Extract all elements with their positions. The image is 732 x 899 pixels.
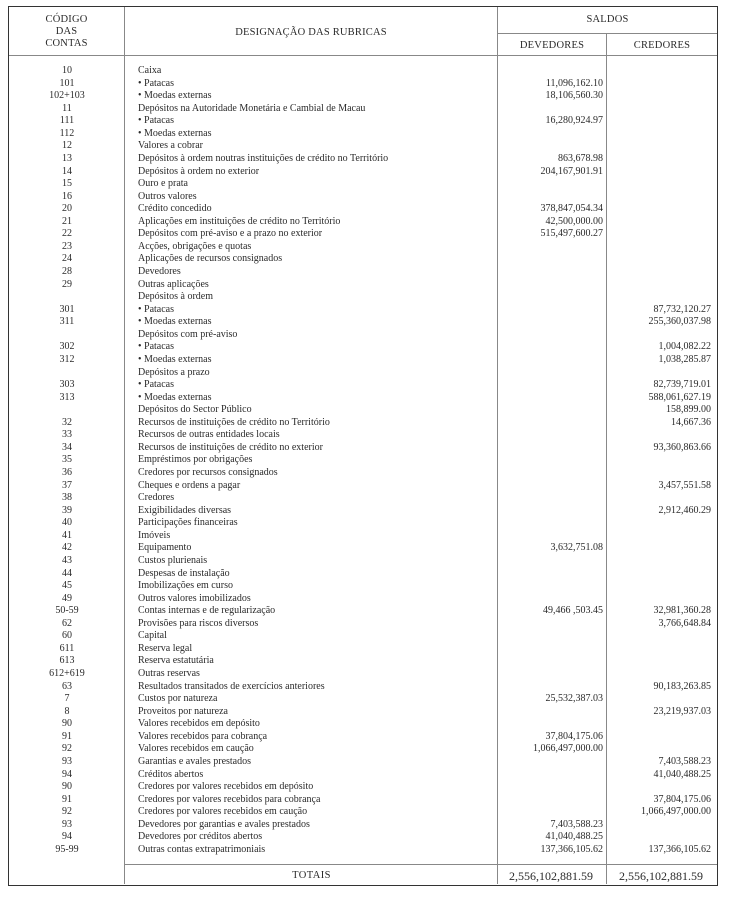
table-row [9, 806, 717, 819]
table-row [9, 392, 717, 405]
account-designation: Aplicações em instituições de crédito no Território [138, 215, 341, 227]
table-row [9, 128, 717, 141]
table-row [9, 367, 717, 380]
table-row [9, 655, 717, 668]
debit-balance: 204,167,901.91 [540, 165, 603, 177]
account-code: 311 [59, 316, 75, 328]
account-designation: Devedores por créditos abertos [138, 831, 263, 843]
table-row [9, 756, 717, 769]
account-code: 22 [62, 228, 72, 240]
account-designation: Recursos de outras entidades locais [138, 429, 280, 441]
account-code: 101 [59, 77, 75, 89]
header-code-line1: CÓDIGO [45, 14, 88, 25]
table-row [9, 819, 717, 832]
table-row [9, 191, 717, 204]
table-row [9, 769, 717, 782]
account-code: 29 [62, 278, 72, 290]
account-code: 20 [62, 203, 72, 215]
debit-balance: 137,366,105.62 [540, 843, 603, 855]
account-designation: Crédito concedido [138, 203, 212, 215]
account-designation: • Patacas [138, 77, 174, 89]
table-row [9, 542, 717, 555]
table-row [9, 781, 717, 794]
account-code: 91 [62, 793, 72, 805]
account-designation: Valores recebidos em caução [138, 743, 254, 755]
account-designation: Contas internas e de regularização [138, 605, 276, 617]
account-designation: Aplicações de recursos consignados [138, 253, 283, 265]
account-designation: Cheques e ordens a pagar [138, 479, 241, 491]
credit-balance: 1,038,285.87 [658, 353, 711, 365]
totals-top-divider [125, 864, 717, 865]
account-designation: Valores a cobrar [138, 140, 203, 152]
account-designation: Depósitos a prazo [138, 366, 210, 378]
table-row [9, 354, 717, 367]
account-code: 50-59 [55, 605, 79, 617]
credit-balance: 32,981,360.28 [653, 605, 711, 617]
table-row [9, 454, 717, 467]
table-row [9, 618, 717, 631]
table-row [9, 555, 717, 568]
account-designation: Credores por valores recebidos em depósito [138, 781, 314, 793]
totals-label: TOTAIS [292, 870, 331, 881]
account-designation: Credores por valores recebidos para cobrança [138, 793, 321, 805]
account-designation: Exigibilidades diversas [138, 504, 232, 516]
account-designation: Credores por valores recebidos em caução [138, 806, 308, 818]
table-row [9, 706, 717, 719]
debit-balance: 7,403,588.23 [550, 818, 603, 830]
account-designation: Valores recebidos para cobrança [138, 730, 268, 742]
credit-balance: 3,766,648.84 [658, 617, 711, 629]
account-code: 41 [62, 529, 72, 541]
table-row [9, 341, 717, 354]
account-code: 21 [62, 215, 72, 227]
table-row [9, 718, 717, 731]
table-row [9, 266, 717, 279]
account-designation: Outros valores imobilizados [138, 592, 251, 604]
account-code: 93 [62, 755, 72, 767]
account-code: 23 [62, 240, 72, 252]
account-code: 37 [62, 479, 72, 491]
account-designation: Caixa [138, 65, 162, 76]
account-designation: Resultados transitados de exercícios anteriores [138, 680, 325, 692]
credit-balance: 2,912,460.29 [658, 504, 711, 516]
account-code: 35 [62, 454, 72, 466]
table-row [9, 530, 717, 543]
account-code: 611 [59, 642, 75, 654]
table-row [9, 429, 717, 442]
table-row [9, 681, 717, 694]
totals-credit: 2,556,102,881.59 [619, 869, 703, 883]
table-row [9, 794, 717, 807]
table-row [9, 115, 717, 128]
table-row [9, 593, 717, 606]
table-row [9, 90, 717, 103]
account-designation: Créditos abertos [138, 768, 204, 780]
account-designation: • Moedas externas [138, 353, 212, 365]
account-code: 94 [62, 831, 72, 843]
debit-balance: 41,040,488.25 [545, 831, 603, 843]
header-code-line3: CONTAS [45, 38, 88, 49]
account-code: 24 [62, 253, 72, 265]
account-designation: Reserva estatutária [138, 655, 214, 667]
debit-balance: 25,532,387.03 [545, 693, 603, 705]
account-designation: • Moedas externas [138, 391, 212, 403]
account-code: 49 [62, 592, 72, 604]
credit-balance: 90,183,263.85 [653, 680, 711, 692]
account-code: 60 [62, 630, 72, 642]
debit-balance: 37,804,175.06 [545, 730, 603, 742]
debit-balance: 18,106,560.30 [545, 90, 603, 102]
header-bottom-divider [9, 55, 717, 56]
totals-row [9, 866, 717, 886]
credit-balance: 37,804,175.06 [653, 793, 711, 805]
credit-balance: 23,219,937.03 [653, 705, 711, 717]
account-designation: Depósitos à ordem noutras instituições de crédito no Território [138, 152, 389, 164]
account-designation: Devedores por garantias e avales prestados [138, 818, 310, 830]
table-row [9, 480, 717, 493]
table-row [9, 291, 717, 304]
account-designation: Outras contas extrapatrimoniais [138, 843, 266, 855]
credit-balance: 1,066,497,000.00 [641, 806, 711, 818]
saldos-subheader-divider [498, 33, 717, 34]
account-designation: Depósitos à ordem no exterior [138, 165, 260, 177]
account-code: 302 [59, 341, 75, 353]
table-row [9, 517, 717, 530]
account-designation: Imóveis [138, 529, 171, 541]
table-row [9, 178, 717, 191]
table-row [9, 216, 717, 229]
debit-balance: 11,096,162.10 [545, 77, 603, 89]
account-code: 16 [62, 190, 72, 202]
account-designation: • Patacas [138, 303, 174, 315]
table-row [9, 153, 717, 166]
account-designation: Garantias e avales prestados [138, 755, 252, 767]
header-credit: CREDORES [633, 40, 691, 51]
header-debit: DEVEDORES [519, 40, 585, 51]
account-designation: Devedores [138, 266, 181, 277]
account-code: 313 [59, 391, 75, 403]
debit-balance: 515,497,600.27 [540, 228, 603, 240]
table-row [9, 492, 717, 505]
header-balances: SALDOS [586, 14, 629, 25]
account-designation: Empréstimos por obrigações [138, 454, 253, 466]
credit-balance: 158,899.00 [666, 404, 711, 416]
credit-balance: 41,040,488.25 [653, 768, 711, 780]
table-row [9, 630, 717, 643]
balance-sheet-table [8, 6, 718, 886]
table-row [9, 467, 717, 480]
account-code: 312 [59, 353, 75, 365]
account-designation: Depósitos do Sector Público [138, 404, 252, 416]
credit-balance: 1,004,082.22 [658, 341, 711, 353]
table-row [9, 103, 717, 116]
account-code: 95-99 [55, 843, 79, 855]
table-row [9, 65, 717, 78]
table-row [9, 743, 717, 756]
table-row [9, 417, 717, 430]
account-code: 11 [62, 102, 72, 114]
account-designation: Participações financeiras [138, 517, 238, 529]
table-row [9, 580, 717, 593]
account-code: 38 [62, 492, 72, 504]
account-code: 613 [59, 655, 75, 667]
account-designation: Ouro e prata [138, 178, 188, 190]
debit-balance: 863,678.98 [558, 152, 603, 164]
table-row [9, 304, 717, 317]
account-code: 94 [62, 768, 72, 780]
account-designation: Outros valores [138, 190, 197, 202]
account-designation: Despesas de instalação [138, 567, 230, 579]
debit-balance: 42,500,000.00 [545, 215, 603, 227]
account-designation: Recursos de instituições de crédito no exterior [138, 441, 323, 453]
credit-balance: 87,732,120.27 [653, 303, 711, 315]
account-designation: Valores recebidos em depósito [138, 718, 260, 730]
account-code: 8 [64, 705, 70, 717]
account-designation: • Patacas [138, 379, 174, 391]
account-code: 90 [62, 718, 72, 730]
account-designation: • Patacas [138, 115, 174, 127]
header-account-code [9, 14, 124, 50]
account-code: 112 [59, 127, 75, 139]
table-row [9, 329, 717, 342]
table-row [9, 693, 717, 706]
credit-balance: 93,360,863.66 [653, 441, 711, 453]
table-row [9, 505, 717, 518]
debit-balance: 378,847,054.34 [540, 203, 603, 215]
account-designation: Provisões para riscos diversos [138, 617, 259, 629]
credit-balance: 3,457,551.58 [658, 479, 711, 491]
table-row [9, 379, 717, 392]
account-code: 111 [59, 115, 75, 127]
account-code: 36 [62, 467, 72, 478]
account-designation: • Moedas externas [138, 90, 212, 102]
table-row [9, 831, 717, 844]
account-code: 34 [62, 441, 72, 453]
account-code: 612+619 [49, 668, 85, 679]
account-code: 63 [62, 680, 72, 692]
account-code: 7 [64, 693, 70, 705]
table-row [9, 442, 717, 455]
account-designation: Credores por recursos consignados [138, 467, 278, 478]
account-designation: Acções, obrigações e quotas [138, 240, 252, 252]
account-code: 45 [62, 580, 72, 592]
account-designation: Custos plurienais [138, 554, 208, 566]
account-designation: Depósitos com pré-aviso [138, 328, 238, 340]
table-row [9, 316, 717, 329]
account-code: 13 [62, 152, 72, 164]
table-row [9, 605, 717, 618]
account-code: 43 [62, 554, 72, 566]
credit-balance: 14,667.36 [671, 416, 711, 428]
totals-debit: 2,556,102,881.59 [509, 869, 593, 883]
account-designation: Imobilizações em curso [138, 580, 233, 592]
account-code: 301 [59, 303, 75, 315]
account-code: 102+103 [49, 90, 85, 102]
table-row [9, 140, 717, 153]
account-designation: Outras reservas [138, 668, 200, 679]
credit-balance: 255,360,037.98 [648, 316, 711, 328]
account-code: 39 [62, 504, 72, 516]
account-code: 93 [62, 818, 72, 830]
credit-balance: 588,061,627.19 [648, 391, 711, 403]
table-row [9, 643, 717, 656]
debit-balance: 3,632,751.08 [550, 542, 603, 554]
account-designation: Outras aplicações [138, 278, 209, 290]
header-code-line2: DAS [55, 26, 78, 37]
credit-balance: 82,739,719.01 [653, 379, 711, 391]
table-row [9, 668, 717, 681]
table-row [9, 203, 717, 216]
account-code: 32 [62, 416, 72, 428]
account-code: 92 [62, 806, 72, 818]
credit-balance: 137,366,105.62 [648, 843, 711, 855]
account-designation: Proveitos por natureza [138, 705, 228, 717]
table-row [9, 228, 717, 241]
account-designation: Capital [138, 630, 167, 642]
account-rows [9, 65, 717, 856]
table-row [9, 241, 717, 254]
table-row [9, 844, 717, 857]
account-code: 12 [62, 140, 72, 152]
table-row [9, 166, 717, 179]
account-designation: Reserva legal [138, 642, 193, 654]
account-designation: • Moedas externas [138, 127, 212, 139]
table-row [9, 568, 717, 581]
debit-balance: 49,466 ,503.45 [543, 605, 603, 617]
account-designation: Depósitos à ordem [138, 291, 213, 303]
account-code: 303 [59, 379, 75, 391]
header-designation: DESIGNAÇÃO DAS RUBRICAS [235, 27, 387, 38]
debit-balance: 1,066,497,000.00 [533, 743, 603, 755]
credit-balance: 7,403,588.23 [658, 755, 711, 767]
account-code: 14 [62, 165, 72, 177]
table-row [9, 731, 717, 744]
account-code: 28 [62, 266, 72, 277]
account-designation: Equipamento [138, 542, 192, 554]
debit-balance: 16,280,924.97 [545, 115, 603, 127]
account-designation: Credores [138, 492, 175, 504]
account-designation: Depósitos na Autoridade Monetária e Cambial de Macau [138, 102, 366, 114]
table-row [9, 279, 717, 292]
account-code: 62 [62, 617, 72, 629]
account-designation: Recursos de instituições de crédito no Território [138, 416, 330, 428]
account-code: 33 [62, 429, 72, 441]
account-designation: • Patacas [138, 341, 174, 353]
account-code: 90 [62, 781, 72, 793]
account-designation: Custos por natureza [138, 693, 218, 705]
account-code: 42 [62, 542, 72, 554]
account-code: 15 [62, 178, 72, 190]
account-code: 40 [62, 517, 72, 529]
table-row [9, 78, 717, 91]
account-code: 10 [62, 65, 72, 76]
account-designation: Depósitos com pré-aviso e a prazo no exterior [138, 228, 323, 240]
account-code: 92 [62, 743, 72, 755]
account-code: 44 [62, 567, 72, 579]
table-row [9, 404, 717, 417]
account-designation: • Moedas externas [138, 316, 212, 328]
account-code: 91 [62, 730, 72, 742]
table-row [9, 253, 717, 266]
